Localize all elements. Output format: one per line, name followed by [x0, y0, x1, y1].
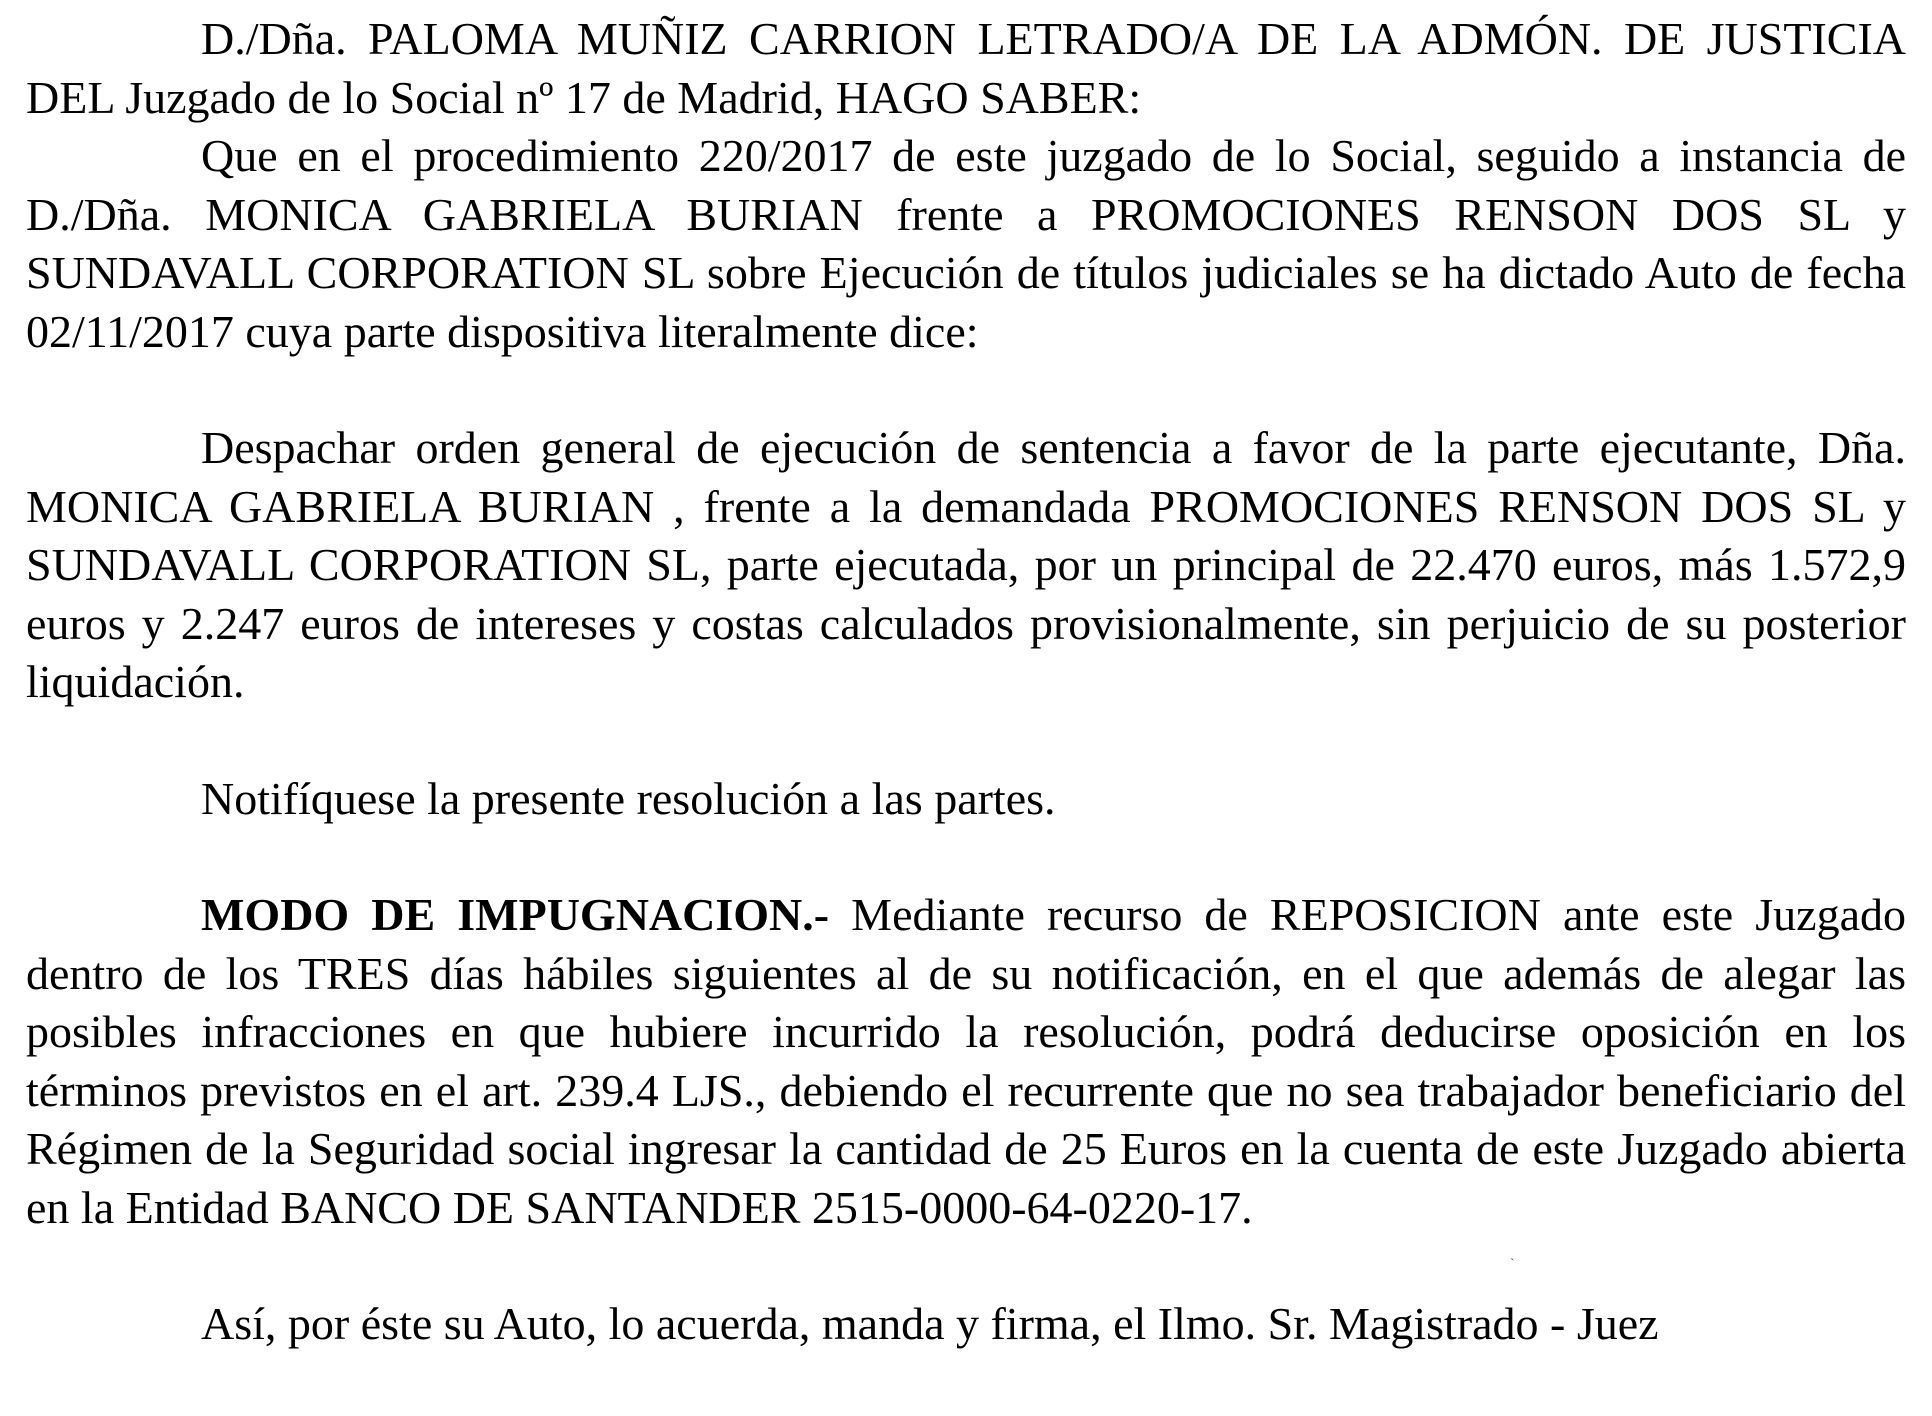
document-page [26, 10, 1906, 1354]
notify-paragraph: Notifíquese la presente resolución a las partes. [201, 772, 1056, 824]
appeal-heading: MODO DE IMPUGNACION.- [201, 889, 830, 940]
appeal-body: Mediante recurso de REPOSICION ante este Juzgado dentro de los TRES días hábiles siguientes al de su notificación, en el que además de alegar las posibles infracciones en que hubiere incurrido la resolución, podrá deducirse oposición en los términos previstos en el art. 239.4 LJS., debiendo el recurrente que no sea trabajador beneficiario del Régimen de la Seguridad social ingresar la cantidad de 25 Euros en la cuenta de este Juzgado abierta en la Entidad BANCO DE SANTANDER 2515-0000-64-0220-17. [26, 889, 1906, 1233]
appeal-paragraph [26, 886, 1906, 1237]
closing-paragraph: Así, por éste su Auto, lo acuerda, manda y firma, el Ilmo. Sr. Magistrado - Juez [201, 1298, 1659, 1349]
scan-speck: ˋ [1510, 1257, 1515, 1272]
header-paragraph: D./Dña. PALOMA MUÑIZ CARRION LETRADO/A DE LA ADMÓN. DE JUSTICIA DEL Juzgado de lo Social nº 17 de Madrid, HAGO SABER: [26, 13, 1906, 123]
paragraph-spacer [26, 1237, 1906, 1295]
order-paragraph: Despachar orden general de ejecución de sentencia a favor de la parte ejecutante, Dña. MONICA GABRIELA BURIAN , frente a la demandada PROMOCIONES RENSON DOS SL y SUNDAVALL CORPORATION SL, parte ejecutada, por un principal de 22.470 euros, más 1.572,9 euros y 2.247 euros de intereses y costas calculados provisionalmente, sin perjuicio de su posterior liquidación. [26, 422, 1906, 707]
paragraph-spacer [26, 828, 1906, 886]
paragraph-spacer [26, 712, 1906, 770]
intro-paragraph: Que en el procedimiento 220/2017 de este juzgado de lo Social, seguido a instancia de D./Dña. MONICA GABRIELA BURIAN frente a PROMOCIONES RENSON DOS SL y SUNDAVALL CORPORATION SL sobre Ejecución de títulos judiciales se ha dictado Auto de fecha 02/11/2017 cuya parte dispositiva literalmente dice: [26, 130, 1906, 357]
paragraph-spacer [26, 361, 1906, 419]
